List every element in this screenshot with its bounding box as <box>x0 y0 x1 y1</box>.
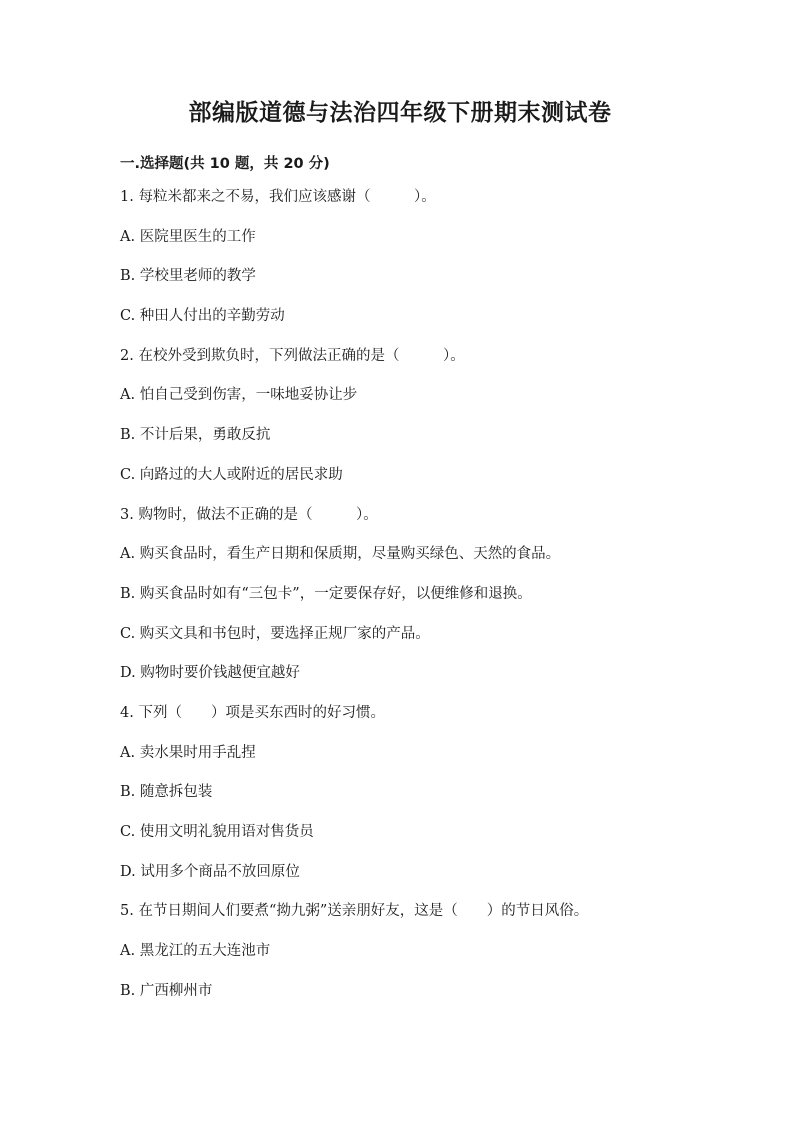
section-heading: 一.选择题(共 10 题，共 20 分) <box>120 156 330 172</box>
answer-option: B. 随意拆包装 <box>120 784 213 801</box>
answer-option: B. 学校里老师的教学 <box>120 268 256 285</box>
answer-option: C. 向路过的大人或附近的居民求助 <box>120 466 343 483</box>
question-stem: 5. 在节日期间人们要煮“拗九粥”送亲朋好友，这是（ ）的节日风俗。 <box>120 903 589 920</box>
answer-option: C. 使用文明礼貌用语对售货员 <box>120 824 314 840</box>
answer-option: A. 购买食品时，看生产日期和保质期，尽量购买绿色、天然的食品。 <box>120 546 561 563</box>
answer-option: A. 怕自己受到伤害，一味地妥协让步 <box>120 387 358 404</box>
answer-option: C. 种田人付出的辛勤劳动 <box>120 308 285 325</box>
page-title: 部编版道德与法治四年级下册期末测试卷 <box>188 100 612 126</box>
question-stem: 4. 下列（ ）项是买东西时的好习惯。 <box>120 704 385 721</box>
answer-option: A. 黑龙江的五大连池市 <box>120 943 271 960</box>
question-stem: 3. 购物时，做法不正确的是（ ）。 <box>120 506 378 523</box>
answer-option: D. 试用多个商品不放回原位 <box>120 863 300 880</box>
answer-option: C. 购买文具和书包时，要选择正规厂家的产品。 <box>120 625 430 642</box>
answer-option: A. 医院里医生的工作 <box>120 228 256 245</box>
question-stem: 2. 在校外受到欺负时，下列做法正确的是（ ）。 <box>120 347 465 364</box>
answer-option: B. 广西柳州市 <box>120 982 213 999</box>
answer-option: D. 购物时要价钱越便宜越好 <box>120 665 300 682</box>
answer-option: B. 购买食品时如有“三包卡”，一定要保存好，以便维修和退换。 <box>120 585 532 602</box>
answer-option: A. 卖水果时用手乱捏 <box>120 744 256 761</box>
question-stem: 1. 每粒米都来之不易，我们应该感谢（ ）。 <box>120 189 436 205</box>
answer-option: B. 不计后果，勇敢反抗 <box>120 427 271 444</box>
question-list <box>120 186 700 1019</box>
